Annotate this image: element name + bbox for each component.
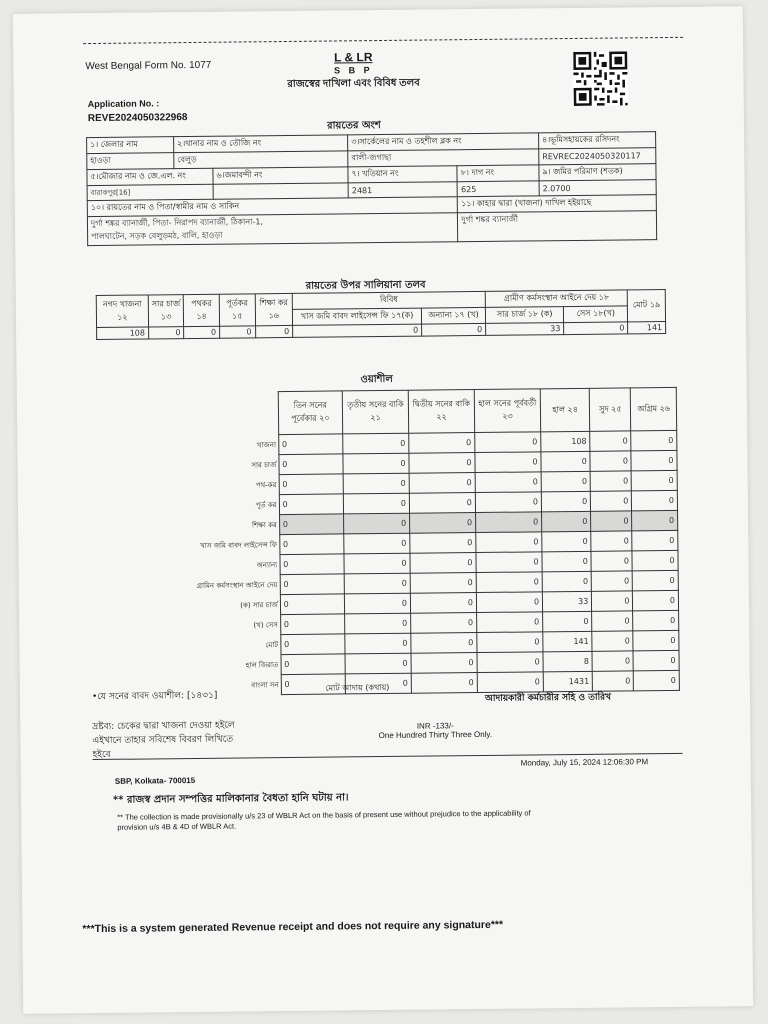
khatian-value: 2481 [348,182,457,198]
wasil-cell: 0 [410,553,476,574]
wasil-cell: 0 [543,611,592,632]
wasil-row-label: (খ) সেস [253,620,278,629]
wasil-cell: 0 [592,651,633,671]
cheque-note-3: হইবে [92,749,111,761]
dag-header: ৮। দাগ নং [457,165,539,182]
cheque-note-2: এইখানে তাহার সবিশেষ বিবরণ লিখিতে [92,734,234,747]
wasil-cell: 0 [633,570,679,590]
wasil-cell: 0 [410,573,476,594]
wasil-row-label: অন্যান্য [256,560,278,569]
col-anyanya: অন্যান্য ১৭ (খ) [422,307,486,324]
amount-figure: INR -133/- [416,721,454,731]
wasil-cell: 108 [541,431,590,452]
khatian-header: ৭। খতিয়ান নং [348,166,457,183]
mouza-header: ৫।মৌজার নাম ও জে.এল. নং [87,168,213,185]
tenant-name-line1: দুর্গা শঙ্কর ব্যানার্জী, পিতা- নিরাপদ ব্যানার্জী, ঠিকানা-1, [90,217,263,229]
wasil-cell: 8 [543,651,592,672]
application-number: REVE2024050322968 [87,112,188,125]
table-row [87,211,656,246]
wasil-cell: 0 [280,594,345,615]
table-row [137,387,677,436]
wasil-cell: 0 [411,653,477,674]
wasil-cell: 0 [280,574,345,595]
wasil-cell: 33 [542,591,591,612]
wasil-cell: 0 [475,472,541,493]
total-label: মোট আদায় (কথায়) [325,682,390,693]
wasil-cell: 0 [591,571,632,591]
system-note: ***This is a system generated Revenue receipt and does not require any signature*** [82,918,504,936]
wasil-row-label: খাস জমি বাবদ লাইসেন্স ফি [200,540,278,550]
wasil-cell: 0 [477,672,543,693]
tenant-section-heading: রায়তের অংশ [327,120,381,132]
demand-value: 141 [628,322,666,334]
wasil-cell: 0 [593,671,634,691]
circle-value: বালী-জগাছা [348,149,539,167]
col-khas: খাস জমি বাবদ লাইসেন্স ফি ১৭(ক) [292,308,421,325]
col-gramin: গ্রামীণ কর্মসংস্থান আইনে দেয় ১৮ [485,290,627,307]
wasil-body [137,430,679,696]
wasil-cell: 0 [409,433,475,454]
title-bengali: রাজস্বের দাখিলা এবং বিবিধ তলব [287,77,420,90]
wasil-cell: 1431 [543,671,592,692]
wasil-col-header: তিন সনের পূর্বেকার ২০ [278,391,343,435]
tenant-name-value [87,213,458,246]
wasil-cell: 0 [477,652,543,673]
year-label: •যে সনের বাবদ ওয়াশীল: [91,691,185,703]
amount-block [360,721,510,741]
wasil-cell: 0 [632,490,678,510]
wasil-row-label: পথ-কর [255,480,277,489]
wasil-cell: 0 [280,614,345,635]
wasil-cell: 0 [477,612,543,633]
tenant-details-table [86,131,657,246]
wasil-cell: 0 [279,514,344,535]
col-sar18: সার চার্জ ১৮ (ক) [486,307,564,324]
wasil-cell: 0 [410,593,476,614]
wasil-cell: 0 [631,430,677,450]
wasil-cell: 0 [591,551,632,571]
disclaimer-bengali: ** রাজস্ব প্রদান সম্পত্তির মালিকানার বৈধতা হানি ঘটায় না। [112,792,349,806]
wasil-cell: 0 [280,554,345,575]
receipt-page [13,6,753,1014]
wasil-cell: 0 [632,470,678,490]
wasil-table [137,387,680,697]
wasil-cell: 0 [409,473,475,494]
wasil-cell: 0 [476,552,542,573]
wasil-cell: 0 [591,511,632,531]
wasil-cell: 0 [411,673,477,694]
wasil-row-label: (ক) সার চার্জ [240,600,278,609]
wasil-cell: 0 [475,492,541,513]
wasil-cell: 0 [632,530,678,550]
wasil-cell: 0 [343,493,409,514]
receipt-header: ৪।ভূমিসহায়কের রসিদনং [539,132,656,149]
wasil-cell: 0 [542,511,591,532]
wasil-row-label: মোট [265,640,279,649]
demand-value: 0 [220,326,256,338]
wasil-cell: 0 [410,533,476,554]
wasil-row-label: সার চার্জ [251,460,277,469]
amount-words: One Hundred Thirty Three Only. [378,729,493,741]
wasil-col-header: দ্বিতীয় সনের বাকি ২২ [408,390,474,434]
wasil-cell: 0 [343,453,409,474]
wasil-cell: 0 [591,491,632,511]
wasil-cell: 0 [411,633,477,654]
wasil-cell: 0 [475,432,541,453]
wasil-cell: 0 [281,674,346,695]
demand-value: 108 [97,327,149,340]
wasil-row-label: বাংলা সন [251,680,279,689]
demand-value: 0 [293,324,422,337]
col-purta: পূর্তকর ১৫ [219,294,255,326]
demand-value: 0 [255,325,293,337]
wasil-cell: 0 [345,613,411,634]
wasil-cell: 0 [631,450,677,470]
demand-value: 0 [184,326,220,338]
col-bibidh: বিবিধ [292,291,485,309]
wasil-cell: 0 [279,474,344,495]
wasil-cell: 0 [541,451,590,472]
wasil-cell: 0 [279,534,344,555]
wasil-corner [137,392,279,436]
wasil-col-header: তৃতীয় সনের বাকি ২১ [342,390,408,434]
wasil-cell: 0 [475,452,541,473]
wasil-cell: 0 [592,591,633,611]
wasil-cell: 0 [279,454,344,475]
wasil-cell: 0 [410,513,476,534]
wasil-cell: 0 [542,571,591,592]
col-sar: সার চার্জ ১৩ [148,295,184,327]
qr-code-icon [573,51,628,106]
wasil-cell: 0 [591,531,632,551]
office-address: SBP, Kolkata- 700015 [114,775,196,786]
wasil-cell: 0 [409,493,475,514]
wasil-row-label: হাল জিরাত [245,660,279,669]
dag-value: 625 [457,181,539,197]
disclaimer-english [117,807,677,832]
wasil-cell: 0 [278,434,343,455]
land-area-header: ৯। জমির পরিমাণ (শতক) [539,164,656,181]
district-header: ১। জেলার নাম [87,137,174,154]
land-area-value: 2.0700 [539,180,656,196]
demand-value: 0 [422,323,486,336]
wasil-section-heading: ওয়াশীল [360,373,393,386]
wasil-cell: 0 [476,592,542,613]
wasil-row-label: খাজনা [256,440,277,449]
demand-value: 0 [564,322,628,335]
wasil-cell: 0 [632,510,678,530]
timestamp: Monday, July 15, 2024 12:06:30 PM [520,757,649,768]
demand-value: 0 [148,327,184,339]
wasil-cell: 0 [592,611,633,631]
wasil-cell: 0 [633,630,679,650]
thana-header: ২।থানার নাম ও তৌজি নং [174,135,348,153]
wasil-cell: 0 [541,471,590,492]
wasil-cell: 0 [345,653,411,674]
wasil-cell: 0 [475,512,541,533]
col-path: পথকর ১৪ [184,294,220,326]
paid-by-value: দুর্গা শঙ্কর ব্যানার্জী [458,211,657,242]
wasil-row-label: গ্রামিন কর্মসংস্থান আইনে দেয় [196,580,278,590]
col-shiksha: শিক্ষা কর ১৬ [255,293,293,325]
wasil-cell: 0 [280,634,345,655]
demand-table [96,289,666,340]
wasil-cell: 0 [477,632,543,653]
wasil-col-header: অগ্রিম ২৬ [631,387,677,430]
wasil-cell: 0 [476,532,542,553]
jamabandi-header: ৬।জমাবন্দী নং [213,167,348,184]
wasil-col-header: হাল ২৪ [540,388,590,432]
wasil-cell: 0 [344,533,410,554]
jamabandi-value [213,183,348,199]
wasil-cell: 0 [476,572,542,593]
year-value: [১৪৩১] [186,690,218,702]
wasil-cell: 0 [633,590,679,610]
wasil-cell: 141 [543,631,592,652]
disclaimer-line1: ** The collection is made provisionally u/s 23 of WBLR Act on the basis of present use without prejudice to the applicability of [117,808,531,822]
col-ses18: সেস ১৮(খ) [564,306,628,323]
form-number: West Bengal Form No. 1077 [85,59,212,73]
col-nagad: নগদ খাজনা ১২ [96,295,148,328]
wasil-cell: 0 [345,633,411,654]
title-main: L & LR [333,50,373,65]
wasil-cell: 0 [590,451,631,471]
wasil-cell: 0 [632,550,678,570]
receipt-title [263,49,443,94]
demand-section-heading: রায়তের উপর সালিয়ানা তলব [305,279,426,292]
wasil-cell: 0 [345,593,411,614]
district-value: হাওড়া [87,153,174,170]
thana-value: বেলুড় [174,151,348,169]
wasil-cell: 0 [279,494,344,515]
title-sub: S B P [334,65,373,76]
year-line [92,688,218,704]
wasil-cell: 0 [541,491,590,512]
wasil-cell: 0 [634,670,680,690]
wasil-row-label: পূর্ত কর [255,500,277,509]
wasil-cell: 0 [590,471,631,491]
tenant-name-header: ১০। রায়তের নাম ও পিতা/স্বামীর নাম ও সাকিন [87,197,458,217]
circle-header: ৩।সার্কেলের নাম ও তহশীল ব্লক নং [348,133,539,151]
wasil-cell: 0 [542,551,591,572]
col-mot: মোট ১৯ [628,290,666,322]
mouza-value: বারাকপুর[16] [87,184,213,200]
wasil-col-header: হাল সনের পূর্ববর্তী ২৩ [474,389,541,433]
wasil-cell: 0 [344,553,410,574]
tear-line [83,37,683,44]
wasil-cell: 0 [344,513,410,534]
wasil-cell: 0 [592,631,633,651]
wasil-row-label: শিক্ষা কর [251,520,277,529]
wasil-cell: 0 [633,650,679,670]
wasil-cell: 0 [343,473,409,494]
signature-label: আদায়কারী কর্মচারীর সহি ও তারিখ [484,692,612,704]
wasil-cell: 0 [542,531,591,552]
application-label: Application No. : [87,98,160,110]
disclaimer-line2: provision u/s 4B & 4D of WBLR Act. [117,821,237,832]
wasil-col-header: সুদ ২৫ [590,388,632,431]
wasil-cell: 0 [281,654,346,675]
wasil-cell: 0 [590,431,631,451]
paid-by-header: ১১। কাহার দ্বারা (খাজনা) দাখিল হইয়াছে [458,195,657,213]
wasil-cell: 0 [633,610,679,630]
cheque-note-1: দ্রষ্টব্য: চেকের দ্বারা খাজনা দেওয়া হইলে [92,720,235,733]
demand-value: 33 [486,323,564,336]
tenant-name-line2: পালঘাটেন, সড়ক বেলুড়মঠ, বালি, হাওড়া [91,230,223,242]
receipt-value: REVREC2024050320117 [539,148,656,165]
wasil-cell: 0 [411,613,477,634]
wasil-cell: 0 [409,453,475,474]
wasil-cell: 0 [345,673,411,694]
wasil-cell: 0 [344,573,410,594]
wasil-cell: 0 [343,433,409,454]
